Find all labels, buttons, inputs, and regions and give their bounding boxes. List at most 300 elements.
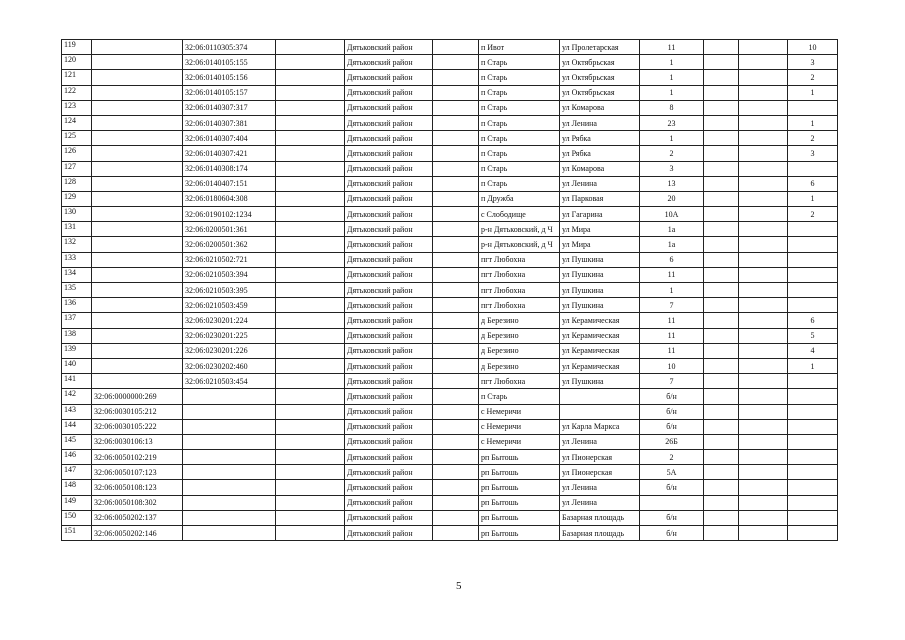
empty-cell	[433, 328, 479, 343]
table-row	[62, 176, 838, 191]
row-number-cell: 123	[62, 100, 92, 115]
row-number-cell: 140	[62, 358, 92, 373]
cadastral-number-alt-cell: 32:06:0140308:174	[183, 161, 276, 176]
empty-cell	[433, 419, 479, 434]
cadastral-number-cell: 32:06:0000000:269	[92, 389, 183, 404]
district-cell: Дятьковский район	[345, 419, 433, 434]
locality-cell: п Старь	[479, 176, 560, 191]
district-cell: Дятьковский район	[345, 526, 433, 541]
empty-cell	[739, 237, 788, 252]
cadastral-number-cell	[92, 328, 183, 343]
cadastral-number-cell: 32:06:0050102:219	[92, 450, 183, 465]
table-row	[62, 374, 838, 389]
street-cell: Базарная площадь	[560, 510, 640, 525]
street-cell: ул Керамическая	[560, 328, 640, 343]
empty-cell	[433, 283, 479, 298]
empty-cell	[739, 283, 788, 298]
empty-cell	[739, 404, 788, 419]
empty-cell	[704, 267, 739, 282]
apartment-number-cell	[788, 374, 838, 389]
empty-cell	[739, 389, 788, 404]
street-cell: ул Пролетарская	[560, 40, 640, 55]
empty-cell	[276, 70, 345, 85]
house-number-cell: 1	[640, 55, 704, 70]
empty-cell	[704, 222, 739, 237]
empty-cell	[739, 313, 788, 328]
street-cell: ул Ленина	[560, 480, 640, 495]
cadastral-number-cell	[92, 374, 183, 389]
street-cell: ул Комарова	[560, 100, 640, 115]
apartment-number-cell: 3	[788, 146, 838, 161]
street-cell: ул Рябка	[560, 146, 640, 161]
empty-cell	[433, 358, 479, 373]
empty-cell	[739, 161, 788, 176]
apartment-number-cell	[788, 252, 838, 267]
empty-cell	[739, 55, 788, 70]
district-cell: Дятьковский район	[345, 328, 433, 343]
empty-cell	[433, 510, 479, 525]
cadastral-number-alt-cell: 32:06:0140105:157	[183, 85, 276, 100]
empty-cell	[704, 465, 739, 480]
house-number-cell: 2	[640, 450, 704, 465]
locality-cell: рп Бытошь	[479, 510, 560, 525]
cadastral-number-alt-cell: 32:06:0110305:374	[183, 40, 276, 55]
street-cell: ул Мира	[560, 222, 640, 237]
empty-cell	[433, 298, 479, 313]
table-row	[62, 298, 838, 313]
street-cell: ул Ленина	[560, 495, 640, 510]
row-number-cell: 148	[62, 480, 92, 495]
row-number-cell: 119	[62, 40, 92, 55]
empty-cell	[276, 100, 345, 115]
empty-cell	[276, 115, 345, 130]
locality-cell: рп Бытошь	[479, 465, 560, 480]
table-row	[62, 267, 838, 282]
cadastral-number-cell	[92, 191, 183, 206]
apartment-number-cell	[788, 480, 838, 495]
empty-cell	[704, 480, 739, 495]
cadastral-number-cell	[92, 222, 183, 237]
locality-cell: рп Бытошь	[479, 526, 560, 541]
apartment-number-cell	[788, 283, 838, 298]
empty-cell	[739, 115, 788, 130]
district-cell: Дятьковский район	[345, 358, 433, 373]
empty-cell	[739, 191, 788, 206]
cadastral-number-alt-cell	[183, 480, 276, 495]
house-number-cell: 20	[640, 191, 704, 206]
locality-cell: рп Бытошь	[479, 480, 560, 495]
house-number-cell: 5А	[640, 465, 704, 480]
table-row	[62, 252, 838, 267]
row-number-cell: 121	[62, 70, 92, 85]
cadastral-number-alt-cell: 32:06:0230201:226	[183, 343, 276, 358]
district-cell: Дятьковский район	[345, 161, 433, 176]
street-cell: ул Комарова	[560, 161, 640, 176]
house-number-cell: 10А	[640, 207, 704, 222]
empty-cell	[739, 146, 788, 161]
table-row	[62, 55, 838, 70]
empty-cell	[739, 480, 788, 495]
empty-cell	[433, 131, 479, 146]
house-number-cell: 7	[640, 298, 704, 313]
empty-cell	[276, 146, 345, 161]
row-number-cell: 130	[62, 207, 92, 222]
empty-cell	[739, 176, 788, 191]
row-number-cell: 125	[62, 131, 92, 146]
cadastral-number-cell	[92, 70, 183, 85]
table-row	[62, 480, 838, 495]
empty-cell	[704, 207, 739, 222]
empty-cell	[433, 85, 479, 100]
house-number-cell: 7	[640, 374, 704, 389]
empty-cell	[276, 389, 345, 404]
empty-cell	[433, 70, 479, 85]
table-row	[62, 343, 838, 358]
cadastral-number-alt-cell: 32:06:0140307:421	[183, 146, 276, 161]
table-row	[62, 283, 838, 298]
locality-cell: рп Бытошь	[479, 450, 560, 465]
empty-cell	[433, 222, 479, 237]
street-cell: Базарная площадь	[560, 526, 640, 541]
page-number: 5	[456, 580, 462, 592]
empty-cell	[276, 404, 345, 419]
apartment-number-cell	[788, 298, 838, 313]
apartment-number-cell	[788, 419, 838, 434]
apartment-number-cell	[788, 161, 838, 176]
locality-cell: д Березино	[479, 328, 560, 343]
empty-cell	[739, 85, 788, 100]
table-row	[62, 450, 838, 465]
empty-cell	[739, 526, 788, 541]
table-row	[62, 222, 838, 237]
empty-cell	[276, 85, 345, 100]
table-row	[62, 419, 838, 434]
district-cell: Дятьковский район	[345, 267, 433, 282]
empty-cell	[704, 419, 739, 434]
locality-cell: р-н Дятьковский, д Ч	[479, 222, 560, 237]
apartment-number-cell: 10	[788, 40, 838, 55]
district-cell: Дятьковский район	[345, 176, 433, 191]
row-number-cell: 122	[62, 85, 92, 100]
empty-cell	[704, 495, 739, 510]
row-number-cell: 138	[62, 328, 92, 343]
empty-cell	[739, 100, 788, 115]
locality-cell: пгт Любохна	[479, 283, 560, 298]
table-row	[62, 70, 838, 85]
empty-cell	[433, 115, 479, 130]
cadastral-number-alt-cell	[183, 526, 276, 541]
street-cell: ул Керамическая	[560, 313, 640, 328]
street-cell: ул Ленина	[560, 115, 640, 130]
cadastral-number-alt-cell: 32:06:0140407:151	[183, 176, 276, 191]
cadastral-number-cell	[92, 237, 183, 252]
row-number-cell: 151	[62, 526, 92, 541]
locality-cell: п Дружба	[479, 191, 560, 206]
house-number-cell: б/н	[640, 510, 704, 525]
row-number-cell: 143	[62, 404, 92, 419]
locality-cell: п Старь	[479, 161, 560, 176]
house-number-cell: б/н	[640, 419, 704, 434]
table-body	[62, 40, 838, 541]
house-number-cell: 26Б	[640, 434, 704, 449]
cadastral-number-alt-cell: 32:06:0190102:1234	[183, 207, 276, 222]
house-number-cell: 11	[640, 267, 704, 282]
empty-cell	[704, 510, 739, 525]
locality-cell: с Слободище	[479, 207, 560, 222]
empty-cell	[276, 419, 345, 434]
cadastral-number-cell	[92, 146, 183, 161]
empty-cell	[276, 191, 345, 206]
row-number-cell: 129	[62, 191, 92, 206]
cadastral-number-cell	[92, 283, 183, 298]
cadastral-number-alt-cell	[183, 434, 276, 449]
empty-cell	[704, 237, 739, 252]
locality-cell: п Старь	[479, 146, 560, 161]
empty-cell	[704, 343, 739, 358]
district-cell: Дятьковский район	[345, 480, 433, 495]
cadastral-number-cell	[92, 131, 183, 146]
district-cell: Дятьковский район	[345, 70, 433, 85]
empty-cell	[433, 404, 479, 419]
street-cell: ул Октябрьская	[560, 55, 640, 70]
cadastral-number-cell	[92, 100, 183, 115]
cadastral-number-cell: 32:06:0030105:222	[92, 419, 183, 434]
empty-cell	[704, 115, 739, 130]
apartment-number-cell: 5	[788, 328, 838, 343]
row-number-cell: 120	[62, 55, 92, 70]
empty-cell	[276, 510, 345, 525]
empty-cell	[739, 450, 788, 465]
empty-cell	[704, 100, 739, 115]
street-cell: ул Пушкина	[560, 374, 640, 389]
street-cell: ул Парковая	[560, 191, 640, 206]
locality-cell: п Ивот	[479, 40, 560, 55]
table-row	[62, 85, 838, 100]
table-row	[62, 40, 838, 55]
house-number-cell: 23	[640, 115, 704, 130]
district-cell: Дятьковский район	[345, 146, 433, 161]
locality-cell: с Немеричи	[479, 434, 560, 449]
district-cell: Дятьковский район	[345, 222, 433, 237]
locality-cell: д Березино	[479, 313, 560, 328]
empty-cell	[433, 55, 479, 70]
table-row	[62, 115, 838, 130]
cadastral-number-alt-cell	[183, 450, 276, 465]
cadastral-number-cell: 32:06:0050108:123	[92, 480, 183, 495]
apartment-number-cell: 3	[788, 55, 838, 70]
cadastral-number-cell	[92, 358, 183, 373]
cadastral-number-alt-cell: 32:06:0140307:317	[183, 100, 276, 115]
empty-cell	[704, 55, 739, 70]
house-number-cell: 6	[640, 252, 704, 267]
apartment-number-cell	[788, 465, 838, 480]
district-cell: Дятьковский район	[345, 207, 433, 222]
apartment-number-cell	[788, 404, 838, 419]
cadastral-number-cell: 32:06:0030105:212	[92, 404, 183, 419]
house-number-cell: 1	[640, 131, 704, 146]
empty-cell	[433, 267, 479, 282]
empty-cell	[704, 40, 739, 55]
empty-cell	[739, 465, 788, 480]
house-number-cell: 11	[640, 313, 704, 328]
empty-cell	[704, 389, 739, 404]
row-number-cell: 131	[62, 222, 92, 237]
apartment-number-cell	[788, 510, 838, 525]
empty-cell	[276, 298, 345, 313]
district-cell: Дятьковский район	[345, 191, 433, 206]
empty-cell	[704, 176, 739, 191]
apartment-number-cell: 1	[788, 358, 838, 373]
row-number-cell: 139	[62, 343, 92, 358]
cadastral-number-alt-cell: 32:06:0230202:460	[183, 358, 276, 373]
house-number-cell: 13	[640, 176, 704, 191]
empty-cell	[704, 358, 739, 373]
locality-cell: д Березино	[479, 358, 560, 373]
empty-cell	[739, 328, 788, 343]
cadastral-number-cell	[92, 313, 183, 328]
cadastral-number-cell	[92, 343, 183, 358]
row-number-cell: 149	[62, 495, 92, 510]
street-cell: ул Пушкина	[560, 267, 640, 282]
house-number-cell: 11	[640, 343, 704, 358]
cadastral-number-alt-cell: 32:06:0140105:156	[183, 70, 276, 85]
apartment-number-cell: 6	[788, 313, 838, 328]
empty-cell	[704, 283, 739, 298]
row-number-cell: 142	[62, 389, 92, 404]
apartment-number-cell	[788, 495, 838, 510]
cadastral-number-alt-cell	[183, 419, 276, 434]
empty-cell	[739, 419, 788, 434]
apartment-number-cell: 2	[788, 70, 838, 85]
apartment-number-cell: 6	[788, 176, 838, 191]
locality-cell: п Старь	[479, 70, 560, 85]
locality-cell: пгт Любохна	[479, 374, 560, 389]
district-cell: Дятьковский район	[345, 237, 433, 252]
house-number-cell: 1	[640, 70, 704, 85]
empty-cell	[276, 207, 345, 222]
empty-cell	[739, 495, 788, 510]
empty-cell	[704, 526, 739, 541]
district-cell: Дятьковский район	[345, 495, 433, 510]
street-cell: ул Ленина	[560, 434, 640, 449]
empty-cell	[704, 252, 739, 267]
street-cell: ул Мира	[560, 237, 640, 252]
empty-cell	[276, 313, 345, 328]
apartment-number-cell	[788, 526, 838, 541]
empty-cell	[739, 70, 788, 85]
row-number-cell: 128	[62, 176, 92, 191]
empty-cell	[739, 252, 788, 267]
empty-cell	[433, 343, 479, 358]
district-cell: Дятьковский район	[345, 434, 433, 449]
locality-cell: п Старь	[479, 100, 560, 115]
house-number-cell: 3	[640, 161, 704, 176]
table-row	[62, 495, 838, 510]
district-cell: Дятьковский район	[345, 374, 433, 389]
row-number-cell: 146	[62, 450, 92, 465]
locality-cell: пгт Любохна	[479, 298, 560, 313]
district-cell: Дятьковский район	[345, 131, 433, 146]
apartment-number-cell: 1	[788, 85, 838, 100]
empty-cell	[739, 267, 788, 282]
empty-cell	[276, 237, 345, 252]
apartment-number-cell	[788, 100, 838, 115]
cadastral-number-alt-cell: 32:06:0140307:381	[183, 115, 276, 130]
street-cell: ул Карла Маркса	[560, 419, 640, 434]
empty-cell	[276, 358, 345, 373]
table-row	[62, 146, 838, 161]
table-row	[62, 237, 838, 252]
table-row	[62, 207, 838, 222]
empty-cell	[739, 222, 788, 237]
empty-cell	[433, 100, 479, 115]
street-cell: ул Ленина	[560, 176, 640, 191]
empty-cell	[433, 374, 479, 389]
cadastral-number-cell	[92, 85, 183, 100]
street-cell: ул Пушкина	[560, 252, 640, 267]
empty-cell	[739, 40, 788, 55]
locality-cell: п Старь	[479, 55, 560, 70]
street-cell: ул Рябка	[560, 131, 640, 146]
cadastral-number-alt-cell: 32:06:0210503:454	[183, 374, 276, 389]
cadastral-number-cell	[92, 267, 183, 282]
cadastral-number-alt-cell: 32:06:0140307:404	[183, 131, 276, 146]
apartment-number-cell: 1	[788, 191, 838, 206]
empty-cell	[276, 465, 345, 480]
street-cell: ул Керамическая	[560, 358, 640, 373]
empty-cell	[276, 450, 345, 465]
empty-cell	[433, 526, 479, 541]
empty-cell	[433, 176, 479, 191]
district-cell: Дятьковский район	[345, 510, 433, 525]
locality-cell: рп Бытошь	[479, 495, 560, 510]
empty-cell	[276, 252, 345, 267]
house-number-cell: 1	[640, 283, 704, 298]
empty-cell	[704, 404, 739, 419]
apartment-number-cell	[788, 237, 838, 252]
district-cell: Дятьковский район	[345, 450, 433, 465]
empty-cell	[704, 146, 739, 161]
row-number-cell: 134	[62, 267, 92, 282]
cadastral-number-cell	[92, 207, 183, 222]
locality-cell: п Старь	[479, 85, 560, 100]
locality-cell: с Немеричи	[479, 404, 560, 419]
table-row	[62, 191, 838, 206]
empty-cell	[433, 389, 479, 404]
street-cell: ул Пушкина	[560, 298, 640, 313]
cadastral-number-alt-cell: 32:06:0230201:224	[183, 313, 276, 328]
apartment-number-cell: 1	[788, 115, 838, 130]
row-number-cell: 144	[62, 419, 92, 434]
district-cell: Дятьковский район	[345, 40, 433, 55]
empty-cell	[433, 161, 479, 176]
empty-cell	[433, 146, 479, 161]
street-cell: ул Октябрьская	[560, 70, 640, 85]
row-number-cell: 150	[62, 510, 92, 525]
cadastral-number-alt-cell	[183, 495, 276, 510]
cadastral-number-alt-cell: 32:06:0210503:395	[183, 283, 276, 298]
house-number-cell: 8	[640, 100, 704, 115]
empty-cell	[739, 298, 788, 313]
street-cell: ул Октябрьская	[560, 85, 640, 100]
empty-cell	[704, 328, 739, 343]
cadastral-number-cell: 32:06:0050202:137	[92, 510, 183, 525]
district-cell: Дятьковский район	[345, 404, 433, 419]
district-cell: Дятьковский район	[345, 313, 433, 328]
locality-cell: пгт Любохна	[479, 267, 560, 282]
locality-cell: с Немеричи	[479, 419, 560, 434]
empty-cell	[276, 283, 345, 298]
